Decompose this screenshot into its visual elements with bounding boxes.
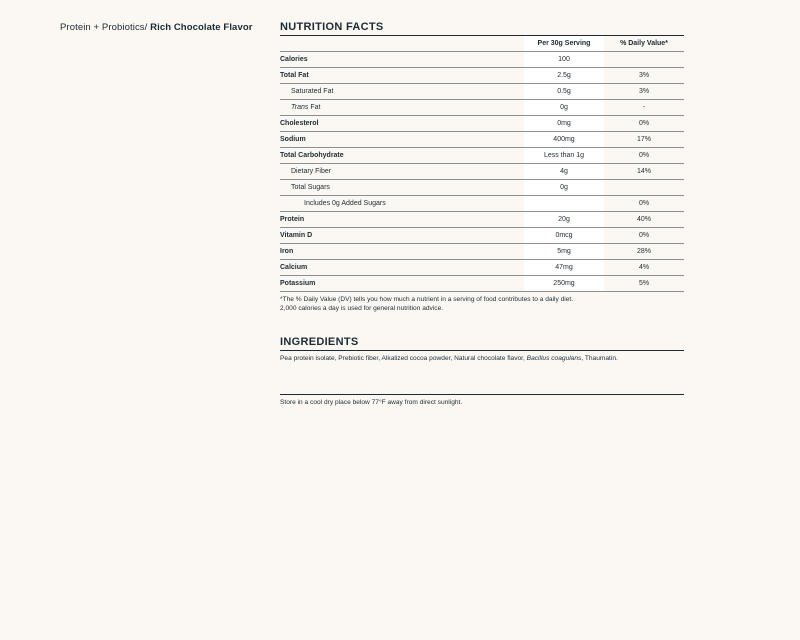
header-serving: Per 30g Serving: [524, 36, 604, 52]
nutrient-amount: 20g: [524, 212, 604, 228]
table-row: [280, 52, 684, 68]
table-row: [280, 260, 684, 276]
ingredients-text-italic: Bacillus coagulans: [526, 355, 582, 362]
nutrient-amount: 0mcg: [524, 228, 604, 244]
nutrient-daily-value: 3%: [604, 68, 684, 84]
nutrient-name-rest: Fat: [308, 104, 321, 111]
table-row: [280, 180, 684, 196]
nutrient-name: Calcium: [280, 260, 524, 276]
nutrient-name: Total Fat: [280, 68, 524, 84]
nutrient-amount: 100: [524, 52, 604, 68]
info-panel: [280, 20, 684, 407]
nutrient-amount: 5mg: [524, 244, 604, 260]
nutrient-daily-value: 0%: [604, 116, 684, 132]
nutrient-name: Dietary Fiber: [280, 164, 524, 180]
table-row: [280, 228, 684, 244]
ingredients-text-end: , Thaumatin.: [581, 355, 618, 362]
table-row: [280, 132, 684, 148]
nutrient-amount: 47mg: [524, 260, 604, 276]
nutrient-daily-value: 0%: [604, 228, 684, 244]
nutrient-daily-value: 0%: [604, 196, 684, 212]
nutrient-name: Vitamin D: [280, 228, 524, 244]
nutrient-amount: 400mg: [524, 132, 604, 148]
nutrient-name: Sodium: [280, 132, 524, 148]
nutrient-daily-value: [604, 180, 684, 196]
nutrient-daily-value: 0%: [604, 148, 684, 164]
table-row: [280, 84, 684, 100]
product-line: [60, 22, 253, 33]
nutrient-daily-value: 28%: [604, 244, 684, 260]
header-daily-value: % Daily Value*: [604, 36, 684, 52]
ingredients-heading: INGREDIENTS: [280, 335, 684, 351]
nutrient-daily-value: [604, 52, 684, 68]
nutrient-name-italic: Trans: [291, 104, 309, 111]
footnote-line-2: 2,000 calories a day is used for general nutrition advice.: [280, 305, 444, 312]
nutrient-amount: 4g: [524, 164, 604, 180]
daily-value-footnote: [280, 295, 684, 313]
nutrient-name: Cholesterol: [280, 116, 524, 132]
nutrient-name: Protein: [280, 212, 524, 228]
nutrient-daily-value: -: [604, 100, 684, 116]
nutrient-daily-value: 5%: [604, 276, 684, 292]
table-header-row: [280, 36, 684, 52]
product-flavor: Rich Chocolate Flavor: [150, 22, 253, 33]
table-row: [280, 68, 684, 84]
table-row: [280, 276, 684, 292]
nutrient-amount: Less than 1g: [524, 148, 604, 164]
table-row: [280, 196, 684, 212]
nutrient-name: Includes 0g Added Sugars: [280, 196, 524, 212]
nutrient-name: Potassium: [280, 276, 524, 292]
product-prefix: Protein + Probiotics/: [60, 22, 151, 33]
nutrient-name: Iron: [280, 244, 524, 260]
table-row: [280, 212, 684, 228]
nutrient-daily-value: 4%: [604, 260, 684, 276]
nutrient-name: Total Carbohydrate: [280, 148, 524, 164]
storage-text: Store in a cool dry place below 77°F away from direct sunlight.: [280, 399, 463, 406]
nutrient-amount: 0g: [524, 180, 604, 196]
footnote-line-1: *The % Daily Value (DV) tells you how much a nutrient in a serving of food contributes to a daily diet.: [280, 296, 574, 303]
nutrient-amount: 0.5g: [524, 84, 604, 100]
nutrient-amount: 2.5g: [524, 68, 604, 84]
ingredients-text: [280, 354, 684, 363]
ingredients-section: [280, 335, 684, 363]
nutrition-heading: NUTRITION FACTS: [280, 20, 684, 36]
nutrition-table: [280, 36, 684, 292]
nutrient-daily-value: 17%: [604, 132, 684, 148]
nutrient-amount: 0mg: [524, 116, 604, 132]
nutrient-daily-value: 3%: [604, 84, 684, 100]
ingredients-text-start: Pea protein isolate, Prebiotic fiber, Alkalized cocoa powder, Natural chocolate flavor,: [280, 355, 527, 362]
nutrient-amount: [524, 196, 604, 212]
table-row: [280, 244, 684, 260]
nutrient-amount: 250mg: [524, 276, 604, 292]
table-row: [280, 100, 684, 116]
nutrient-daily-value: 14%: [604, 164, 684, 180]
nutrient-amount: 0g: [524, 100, 604, 116]
storage-section: [280, 394, 684, 407]
table-row: [280, 148, 684, 164]
table-row: [280, 164, 684, 180]
table-row: [280, 116, 684, 132]
nutrient-name: Saturated Fat: [280, 84, 524, 100]
header-nutrient: [280, 36, 524, 52]
nutrient-name: Calories: [280, 52, 524, 68]
nutrient-name: Total Sugars: [280, 180, 524, 196]
nutrient-daily-value: 40%: [604, 212, 684, 228]
nutrient-name: [280, 100, 524, 116]
